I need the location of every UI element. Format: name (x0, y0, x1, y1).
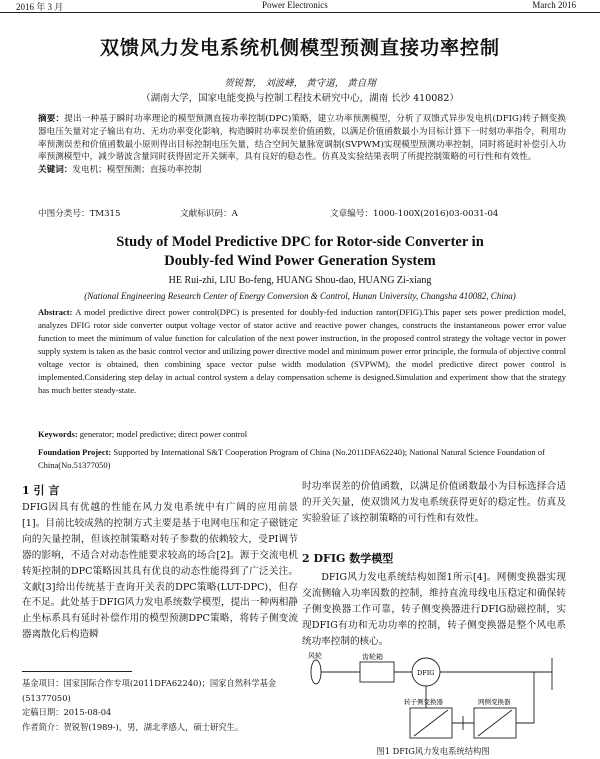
affiliation-chinese: （湖南大学，国家电能变换与控制工程技术研究中心，湖南 长沙 410082） (141, 93, 459, 104)
article-number: 文章编号：1000-100X(2016)03-0031-04 (330, 209, 499, 219)
header-date-en: March 2016 (532, 0, 576, 10)
title-en-line-1: Study of Model Predictive DPC for Rotor-side Converter in (116, 234, 484, 250)
footnote-author: 作者简介：贺锐智(1989-)，男，湖北孝感人，硕士研究生。 (22, 721, 244, 732)
section-heading-intro: 1 引 言 (22, 484, 60, 497)
right-column-text-bottom: DFIG风力发电系统结构如图1所示[4]。网侧变换器实现交流侧输入功率因数的控制，维持直流母线电压稳定和确保转子侧变换器工作可靠，转子侧变换器进行DFIG励磁控制，实现DFIG有功和无功功率的控制，转子侧变换器是整个风电系统功率控制的核心。 (302, 572, 566, 647)
grid-side-link-line (516, 672, 534, 723)
keywords-en-text: generator; model predictive; direct power control (79, 429, 248, 439)
foundation-text: Supported by International S&T Cooperation Program of China (No.2011DFA62240); National Natural Science Foundation of China(No.51377050) (38, 447, 545, 470)
footnote-fund: 基金项目：国家国际合作专项(2011DFA62240)；国家自然科学基金(51377050) (22, 678, 277, 703)
abstract-english (38, 306, 566, 397)
title-en-line-2: Doubly-fed Wind Power Generation System (164, 253, 436, 269)
abstract-cn-label: 摘要： (38, 114, 65, 124)
clc-number: 中图分类号：TM315 (38, 209, 121, 219)
section-heading-model: 2 DFIG 数学模型 (302, 552, 394, 565)
authors-chinese: 贺锐智， 刘波峰， 黄守道， 黄自翔 (224, 78, 376, 89)
rotor-converter-switch-icon (414, 710, 448, 736)
keywords-en-label: Keywords: (38, 429, 78, 439)
header-journal: Power Electronics (262, 0, 328, 10)
gearbox-label: 齿轮箱 (362, 653, 383, 661)
figure-caption: 图1 DFIG风力发电系统结构图 (376, 746, 490, 756)
keywords-english (38, 429, 566, 439)
title-english (0, 233, 600, 271)
wind-label: 风轮 (308, 652, 322, 660)
header-date: 2016 年 3 月 (16, 2, 64, 12)
keywords-cn-label: 关键词： (38, 165, 73, 176)
affiliation-english: (National Engineering Research Center of Energy Conversion & Control, Hunan University, Changsha 410082, China) (84, 291, 516, 301)
footnote-rule (22, 671, 132, 672)
foundation-project (38, 446, 566, 472)
rotor-converter-label: 转子侧变换器 (404, 698, 443, 706)
keywords-cn-text: 发电机；模型预测；直接功率控制 (72, 165, 202, 176)
figure-dfig-diagram (302, 650, 564, 746)
running-header (0, 0, 600, 13)
title-chinese: 双馈风力发电系统机侧模型预测直接功率控制 (99, 37, 500, 59)
gearbox-box (360, 662, 394, 682)
grid-converter-switch-icon (478, 710, 512, 736)
abstract-chinese (38, 113, 566, 177)
abstract-en-text: A model predictive direct power control(DPC) is presented for doubly-fed induction rantor(DFIG).This paper sets power prediction model, analyzes DFIG rotor side converter output voltage vector of stator active and reactive power changes, constructs the instantaneous power error value function to meet the minimum of value function for calculation of the next power instruction, in the proposed control strategy the voltage vector in power supply system is taken as the basic control vector and utilizing power directive model and minimum power error principle, the formula of objective control voltage vector is obtained, then combining space vector pulse width modulation (SVPWM), the model predictive direct power control is implemented.Considering step delay in actual control system a delay compensation scheme is designed.Simulation and experiment show that the strategy has much better steady-state. (38, 307, 566, 395)
dfig-label: DFIG (417, 669, 435, 677)
right-column-text-top: 时功率误差的价值函数，以满足价值函数最小为目标选择合适的开关矢量，使双馈风力发电系统获得更好的稳定性。仿真及实验验证了该控制策略的可行性和有效性。 (302, 481, 566, 524)
abstract-cn-text: 提出一种基于瞬时功率理论的模型预测直接功率控制(DPC)策略，建立功率预测模型，分析了双馈式异步发电机(DFIG)转子侧变换器电压矢量对定子输出有功、无功功率变化影响，构造瞬时功率误差价值函数，以满足价值函数最小为目标计算下一时刻功率指令，利用功率预测误差和价值函数最小原则得出目标控制电压矢量，结合空间矢量脉宽调制(SVPWM)实现模型预测功率控制，同时将延时补偿引入功率预测模型中，减少谐波含量同时获得固定开关频率，具有良好的稳态性。仿真及实验结果表明了所提控制策略的可行性和有效性。 (38, 114, 566, 163)
foundation-label: Foundation Project: (38, 447, 112, 457)
abstract-en-label: Abstract: (38, 307, 73, 317)
footnotes (22, 676, 298, 734)
authors-english: HE Rui-zhi, LIU Bo-feng, HUANG Shou-dao, HUANG Zi-xiang (168, 275, 432, 286)
footnote-date: 定稿日期：2015-08-04 (22, 707, 112, 717)
wind-turbine-blade-icon (311, 660, 321, 684)
left-column-text: DFIG因具有优越的性能在风力发电系统中有广阔的应用前景[1]。目前比较成熟的控制方式主要是基于电网电压和定子磁链定向的矢量控制，但该控制策略对转子参数的依赖较大，受PI调节器的影响，不适合对动态性能要求较高的场合[2]。源于交流电机转矩控制的DPC策略因其具有优良的动态性能得到了广泛关注。文献[3]给出传统基于查询开关表的DPC策略(LUT-DPC)，但存在不足。此处基于DFIG风力发电系统数学模型，提出一种两相静止坐标系具有延时补偿作用的模型预测DPC策略，将转子侧变流器离散化后构造瞬 (22, 502, 298, 641)
grid-converter-label: 网侧变换器 (478, 698, 511, 706)
document-code: 文献标识码：A (180, 209, 238, 219)
